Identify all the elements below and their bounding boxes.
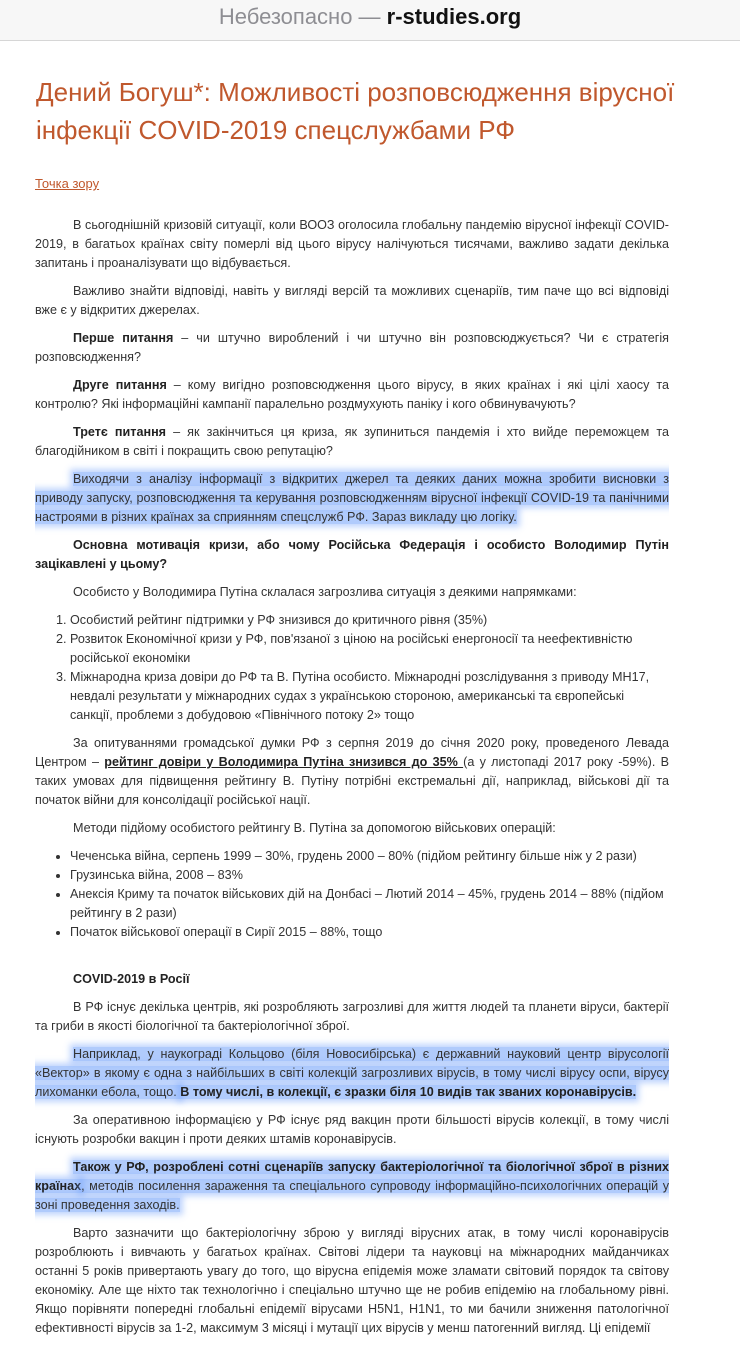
url-display[interactable] [219, 4, 521, 30]
list-item: • Грузинська війна, 2008 – 83% [70, 866, 669, 885]
question-1 [35, 329, 669, 367]
list-item: 1. Особистий рейтинг підтримки у РФ знизився до критичного рівня (35%) [70, 611, 669, 630]
question-3 [35, 423, 669, 461]
paragraph-answers: Важливо знайти відповіді, навіть у вигляді версій та можливих сценаріїв, тим паче що всі відповіді вже є у відкритих джерелах. [35, 284, 669, 317]
poll-text-b: (а у листопаді 2017 року -59%). В таких умовах для підвищення рейтингу В. Путіну потрібні екстремальні дії, наприклад, військові дії та початок війни для консолідації російської нації. [35, 755, 670, 807]
paragraph-situation: Особисто у Володимира Путіна склалася загрозлива ситуація з деякими напрямками: [73, 585, 577, 599]
security-status-label: Небезопасно [218, 4, 353, 29]
paragraph-poll [35, 734, 669, 810]
paragraph-motivation [35, 536, 669, 574]
question-3-text: – як закінчиться ця криза, як зупиниться пандемія і хто вийде переможцем та благодійником в світі і покращить свою репутацію? [35, 425, 669, 458]
question-1-text: – чи штучно вироблений і чи штучно він розповсюджується? Чи є стратегія розповсюдження? [35, 331, 669, 364]
vector-coronavirus-note: В тому числі, в колекції, є зразки біля 10 видів так званих коронавірусів. [180, 1085, 637, 1099]
paragraph-vector [35, 1045, 669, 1102]
highlighted-vector: Наприклад, у наукограді Кольцово (біля Новосибірська) є державний науковий центр вірусології «Вектор» в якому є одна з найбільших в світі колекцій загрозливих вірусів, в тому числі вірусу оспи, вірусу лихоманки ебола, тощо. [35, 1047, 669, 1099]
category-link[interactable]: Точка зору [35, 176, 100, 191]
list-item: • Початок військової операції в Сирії 2015 – 88%, тощо [70, 923, 669, 942]
address-bar[interactable] [0, 0, 740, 41]
motivation-heading: Основна мотивація кризи, або чому Російська Федерація і особисто Володимир Путін зацікавлені у цьому? [35, 538, 669, 571]
article-body [35, 216, 669, 1347]
highlighted-analysis: Виходячи з аналізу інформації з відкритих джерел та деяких даних можна зробити висновки з приводу запуску, розповсюдження та керування розповсюдженням вірусної інфекції COVID-19 та панічними настроями в різних країнах за сприянням спецслужб РФ. Зараз викладу цю логіку. [35, 472, 669, 524]
url-separator: — [352, 4, 387, 29]
paragraph-scenarios [35, 1158, 669, 1215]
threats-list [35, 611, 669, 725]
article-title: Дений Богуш*: Можливості розповсюдження вірусної інфекції COVID-2019 спецслужбами РФ [36, 77, 675, 145]
paragraph-centers: В РФ існує декілька центрів, які розробляють загрозливі для життя людей та планети віруси, бактерії та гриби в якості біологічної та бактеріологічної зброї. [35, 1000, 669, 1033]
list-item: • Чеченська війна, серпень 1999 – 30%, грудень 2000 – 80% (підйом рейтингу більше ніж у 2 рази) [70, 847, 669, 866]
scenarios-bold: Також у РФ, розроблені сотні сценаріїв запуску бактеріологічної та біологічної зброї в різних країнах [35, 1160, 669, 1193]
list-item: 2. Розвиток Економічної кризи у РФ, пов'язаної з ціною на російські енергоносії та неефективністю російської економіки [70, 630, 669, 668]
poll-text-a: За опитуваннями громадської думки РФ з серпня 2019 до січня 2020 року, проведеного Левада Центром – [35, 736, 669, 769]
rating-link[interactable]: рейтинг довіри у Володимира Путіна знизився до 35% [104, 755, 464, 769]
question-1-label: Перше питання [73, 331, 174, 345]
paragraph-epidemics: Варто зазначити що бактеріологічну зброю у вигляді вірусних атак, в тому числі коронавірусів розроблюють і вивчають у багатьох країнах. Світові лідери та науковці на міжнародних майданчиках останні 5 років привертають увагу до того, що вірусна епідемія може зламати світовий порядок та світову економіку. Але ще ніхто так технологічно і спеціально штучно ще не робив епідемію на глобальному рівні. Якщо порівняти попередні глобальні епідемії вірусами H5N1, H1N1, то ми бачили зниження патологічної ефективності вірусів за 1-2, максимум 3 місяці і мутації цих вірусів у менш патогенний вигляд. Ці епідемії [35, 1226, 669, 1335]
list-item: 3. Міжнародна криза довіри до РФ та В. Путіна особисто. Міжнародні розслідування з приводу MH17, невдалі результати у міжнародних судах з українською стороною, американські та європейські санкції, проблеми з добудовою «Північного потоку 2» тощо [70, 668, 669, 725]
question-3-label: Третє питання [73, 425, 167, 439]
paragraph-methods: Методи підйому особистого рейтингу В. Путіна за допомогою військових операцій: [73, 821, 556, 835]
question-2-text: – кому вигідно розповсюдження цього вірусу, в яких країнах і які цілі хаосу та контролю? Які інформаційні кампанії паралельно роздмухують паніку і кого обвинувачують? [35, 378, 669, 411]
paragraph-analysis [35, 470, 669, 527]
list-item: • Анексія Криму та початок військових дій на Донбасі – Лютий 2014 – 45%, грудень 2014 – 88% (підйом рейтингу в 2 рази) [70, 885, 669, 923]
url-domain: r-studies.org [386, 4, 522, 29]
methods-list [35, 847, 669, 942]
scenarios-text: , методів посилення зараження та спеціального супроводу інформаційно-психологічних операцій у зоні проведення заходів. [35, 1179, 669, 1212]
question-2-label: Друге питання [73, 378, 167, 392]
paragraph-vaccines: За оперативною інформацією у РФ існує ряд вакцин проти більшості вірусів колекції, в тому числі існують розробки вакцин і проти деяких штамів коронавірусів. [35, 1113, 669, 1146]
paragraph-intro: В сьогоднішній кризовій ситуації, коли ВООЗ оголосила глобальну пандемію вірусної інфекції COVID-2019, в багатьох країнах світу померлі від цього вірусу налічуються тисячами, важливо задати декілька запитань і проаналізувати що відбувається. [35, 218, 669, 270]
section-heading: COVID-2019 в Росії [73, 972, 190, 986]
question-2 [35, 376, 669, 414]
